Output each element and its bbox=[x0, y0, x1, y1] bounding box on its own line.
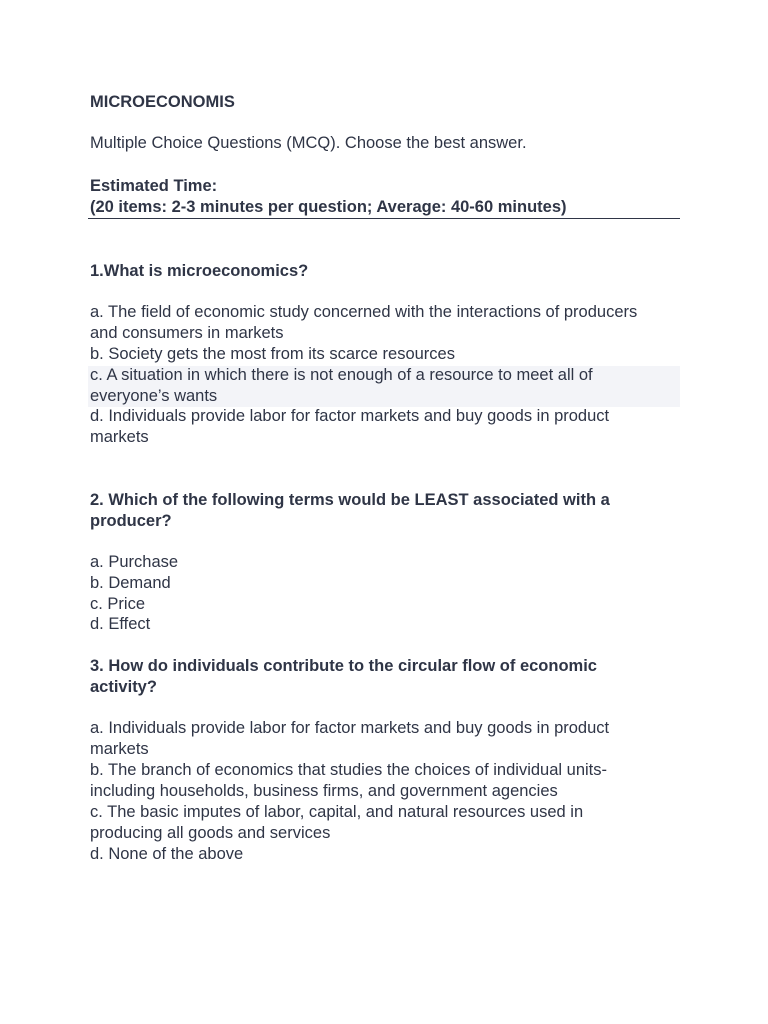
question-3-option-c-line-1: c. The basic imputes of labor, capital, and natural resources used in bbox=[90, 803, 584, 821]
question-2-option-a: a. Purchase bbox=[90, 553, 179, 571]
question-1-option-a-line-1: a. The field of economic study concerned with the interactions of producers bbox=[90, 303, 638, 321]
question-2-option-d: d. Effect bbox=[90, 615, 151, 633]
question-2-text-line-1: 2. Which of the following terms would be LEAST associated with a bbox=[90, 491, 610, 509]
question-3-option-c-line-2: producing all goods and services bbox=[90, 824, 331, 842]
question-3-text-line-2: activity? bbox=[90, 678, 157, 696]
document-title: MICROECONOMIS bbox=[90, 93, 235, 111]
question-3-option-a-line-2: markets bbox=[90, 740, 149, 758]
question-1-option-c-line-1: c. A situation in which there is not enough of a resource to meet all of bbox=[90, 366, 593, 384]
question-1-option-d-line-2: markets bbox=[90, 428, 149, 446]
question-3-option-b-line-2: including households, business firms, and government agencies bbox=[90, 782, 558, 800]
question-1-option-a-line-2: and consumers in markets bbox=[90, 324, 284, 342]
question-1-option-d-line-1: d. Individuals provide labor for factor markets and buy goods in product bbox=[90, 407, 610, 425]
question-3-text-line-1: 3. How do individuals contribute to the circular flow of economic bbox=[90, 657, 597, 675]
question-3-option-d: d. None of the above bbox=[90, 845, 244, 863]
question-2-option-c: c. Price bbox=[90, 595, 146, 613]
estimated-time-label: Estimated Time: bbox=[90, 177, 218, 195]
question-3-option-b-line-1: b. The branch of economics that studies the choices of individual units- bbox=[90, 761, 607, 779]
question-2-text-line-2: producer? bbox=[90, 512, 172, 530]
question-1-option-b: b. Society gets the most from its scarce resources bbox=[90, 345, 455, 363]
question-2-option-b: b. Demand bbox=[90, 574, 171, 592]
estimated-time-detail: (20 items: 2-3 minutes per question; Average: 40-60 minutes) bbox=[90, 198, 567, 216]
header-divider bbox=[88, 218, 680, 219]
instructions-text: Multiple Choice Questions (MCQ). Choose the best answer. bbox=[90, 134, 527, 152]
question-1-text: 1.What is microeconomics? bbox=[90, 262, 309, 280]
question-1-option-c-line-2: everyone’s wants bbox=[90, 387, 218, 405]
question-3-option-a-line-1: a. Individuals provide labor for factor markets and buy goods in product bbox=[90, 719, 610, 737]
